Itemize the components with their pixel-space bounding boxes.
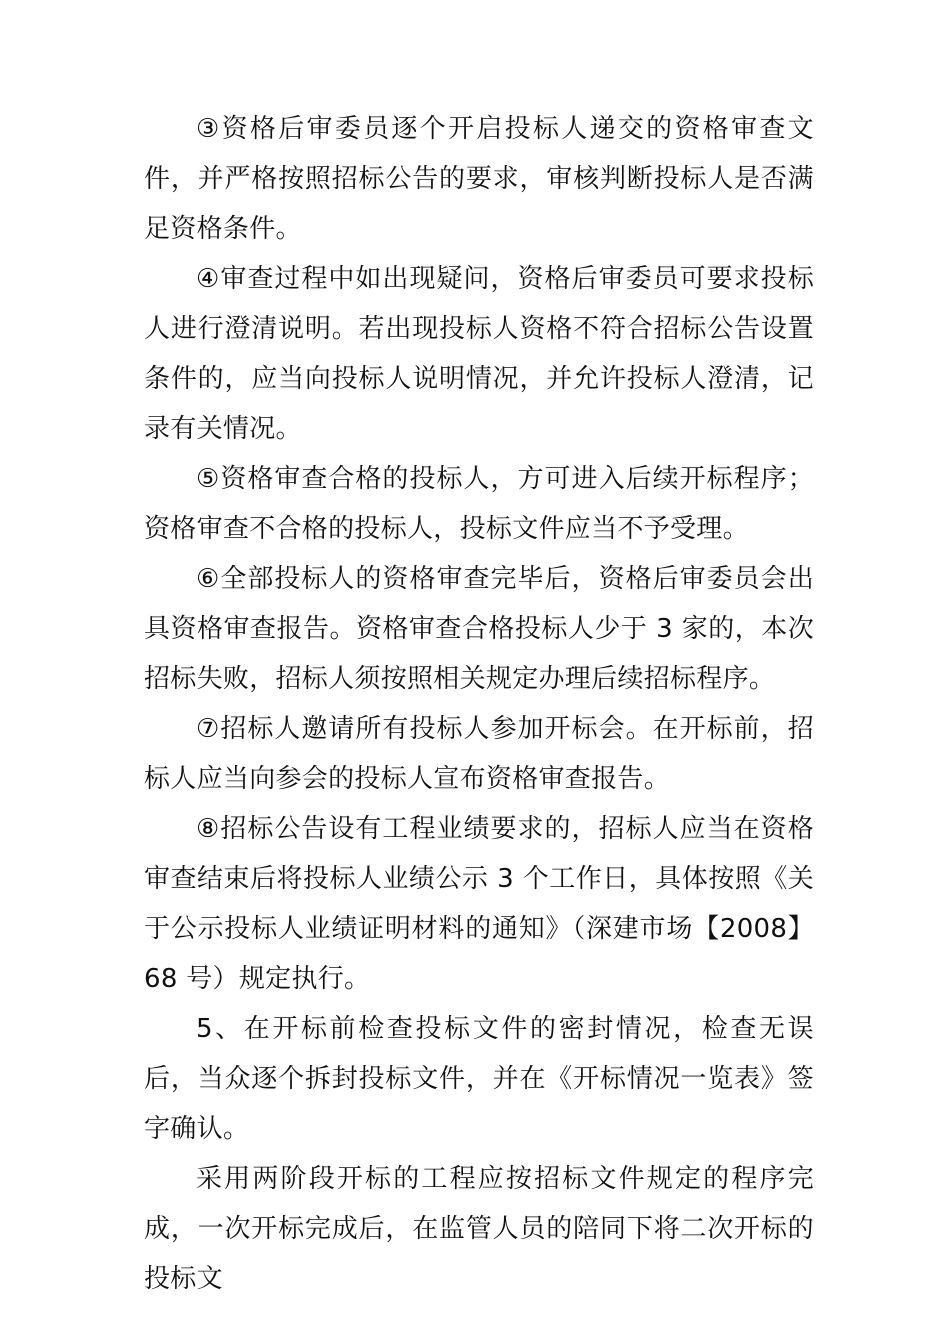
paragraph-item-4: ④审查过程中如出现疑问，资格后审委员可要求投标人进行澄清说明。若出现投标人资格不符合招标公告设置条件的，应当向投标人说明情况，并允许投标人澄清，记录有关情况。 [144,264,814,444]
document-body [144,104,814,1304]
paragraph-two-stage-opening: 采用两阶段开标的工程应按招标文件规定的程序完成，一次开标完成后，在监管人员的陪同下将二次开标的投标文 [144,1164,814,1294]
paragraph-item-8: ⑧招标公告设有工程业绩要求的，招标人应当在资格审查结束后将投标人业绩公示 3 个工作日，具体按照《关于公示投标人业绩证明材料的通知》（深建市场【2008】68 号）规定执行。 [144,814,814,994]
paragraph-section-5: 5、在开标前检查投标文件的密封情况，检查无误后，当众逐个拆封投标文件，并在《开标情况一览表》签字确认。 [144,1014,814,1144]
paragraph-item-7: ⑦招标人邀请所有投标人参加开标会。在开标前，招标人应当向参会的投标人宣布资格审查报告。 [144,714,814,794]
paragraph-item-5: ⑤资格审查合格的投标人，方可进入后续开标程序；资格审查不合格的投标人，投标文件应当不予受理。 [144,464,814,544]
paragraph-item-3: ③资格后审委员逐个开启投标人递交的资格审查文件，并严格按照招标公告的要求，审核判断投标人是否满足资格条件。 [144,114,814,244]
paragraph-item-6: ⑥全部投标人的资格审查完毕后，资格后审委员会出具资格审查报告。资格审查合格投标人少于 3 家的，本次招标失败，招标人须按照相关规定办理后续招标程序。 [144,564,814,694]
